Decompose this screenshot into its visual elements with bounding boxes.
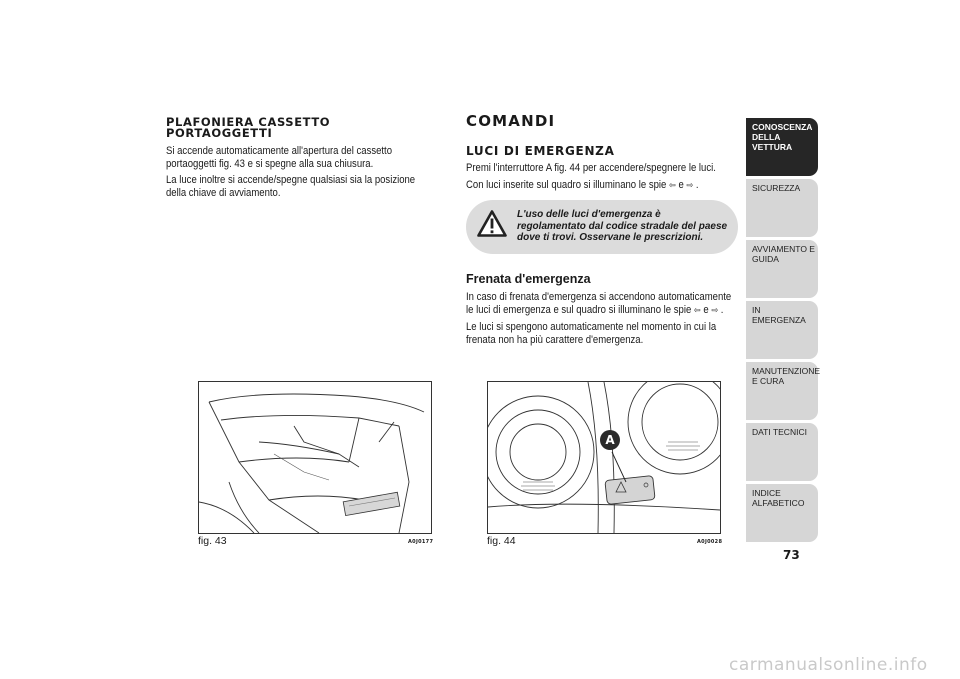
heading-frenata: Frenata d'emergenza bbox=[466, 272, 591, 286]
tab-manutenzione-e-cura[interactable]: MANUTENZIONE E CURA bbox=[746, 362, 818, 420]
arrow-right-indicator-icon: ⇨ bbox=[711, 305, 719, 316]
dashboard-illustration bbox=[488, 382, 720, 533]
frenata-paragraph-1: In caso di frenata d'emergenza si accendono automaticamente le luci di emergenza e sul quadro si illuminano le spie ⇦ e ⇨ . bbox=[466, 291, 732, 316]
arrow-right-indicator-icon: ⇨ bbox=[686, 180, 694, 191]
subheading-luci-emergenza: LUCI DI EMERGENZA bbox=[466, 144, 615, 158]
luci-paragraph-1: Premi l'interruttore A fig. 44 per accendere/spegnere le luci. bbox=[466, 162, 716, 174]
tab-conoscenza-della-vettura[interactable]: CONOSCENZA DELLA VETTURA bbox=[746, 118, 818, 176]
tab-dati-tecnici[interactable]: DATI TECNICI bbox=[746, 423, 818, 481]
section-title-line1: PLAFONIERA CASSETTO bbox=[166, 115, 331, 129]
frenata-paragraph-2: Le luci si spengono automaticamente nel momento in cui la frenata non ha più carattere d'emergenza. bbox=[466, 321, 717, 346]
tab-avviamento-e-guida[interactable]: AVVIAMENTO E GUIDA bbox=[746, 240, 818, 298]
plafoniera-paragraph-2: La luce inoltre si accende/spegne qualsiasi sia la posizione della chiave di avviamento. bbox=[166, 174, 416, 199]
luci-body bbox=[466, 162, 736, 196]
glovebox-illustration bbox=[199, 382, 431, 533]
section-title-plafoniera bbox=[166, 117, 330, 139]
tab-sicurezza[interactable]: SICUREZZA bbox=[746, 179, 818, 237]
warning-triangle-icon bbox=[477, 210, 507, 237]
luci-paragraph-2: Con luci inserite sul quadro si illuminano le spie ⇦ e ⇨ . bbox=[466, 178, 699, 191]
figure-44-image bbox=[487, 381, 721, 534]
plafoniera-paragraph-1: Si accende automaticamente all'apertura del cassetto portaoggetti fig. 43 e si spegne alla sua chiusura. bbox=[166, 145, 393, 170]
arrow-left-indicator-icon: ⇦ bbox=[668, 180, 676, 191]
watermark-text: carmanualsonline.info bbox=[729, 655, 928, 675]
tab-indice-alfabetico[interactable]: INDICE ALFABETICO bbox=[746, 484, 818, 542]
section-title-line2: PORTAOGGETTI bbox=[166, 126, 273, 140]
figure-43-code: A0J0177 bbox=[408, 539, 434, 545]
page-number: 73 bbox=[783, 548, 800, 562]
tab-in-emergenza[interactable]: IN EMERGENZA bbox=[746, 301, 818, 359]
heading-comandi: COMANDI bbox=[466, 112, 556, 130]
figure-43-image bbox=[198, 381, 432, 534]
figure-43-caption: fig. 43 bbox=[198, 535, 227, 547]
figure-44-caption: fig. 44 bbox=[487, 535, 516, 547]
arrow-left-indicator-icon: ⇦ bbox=[693, 305, 701, 316]
warning-text: L'uso delle luci d'emergenza è regolamentato dal codice stradale del paese dove ti trovi. Osservane le prescrizioni. bbox=[517, 209, 728, 243]
frenata-body bbox=[466, 291, 739, 350]
plafoniera-body bbox=[166, 145, 436, 203]
figure-44-code: A0J0028 bbox=[697, 539, 723, 545]
callout-a-marker: A bbox=[600, 430, 620, 450]
